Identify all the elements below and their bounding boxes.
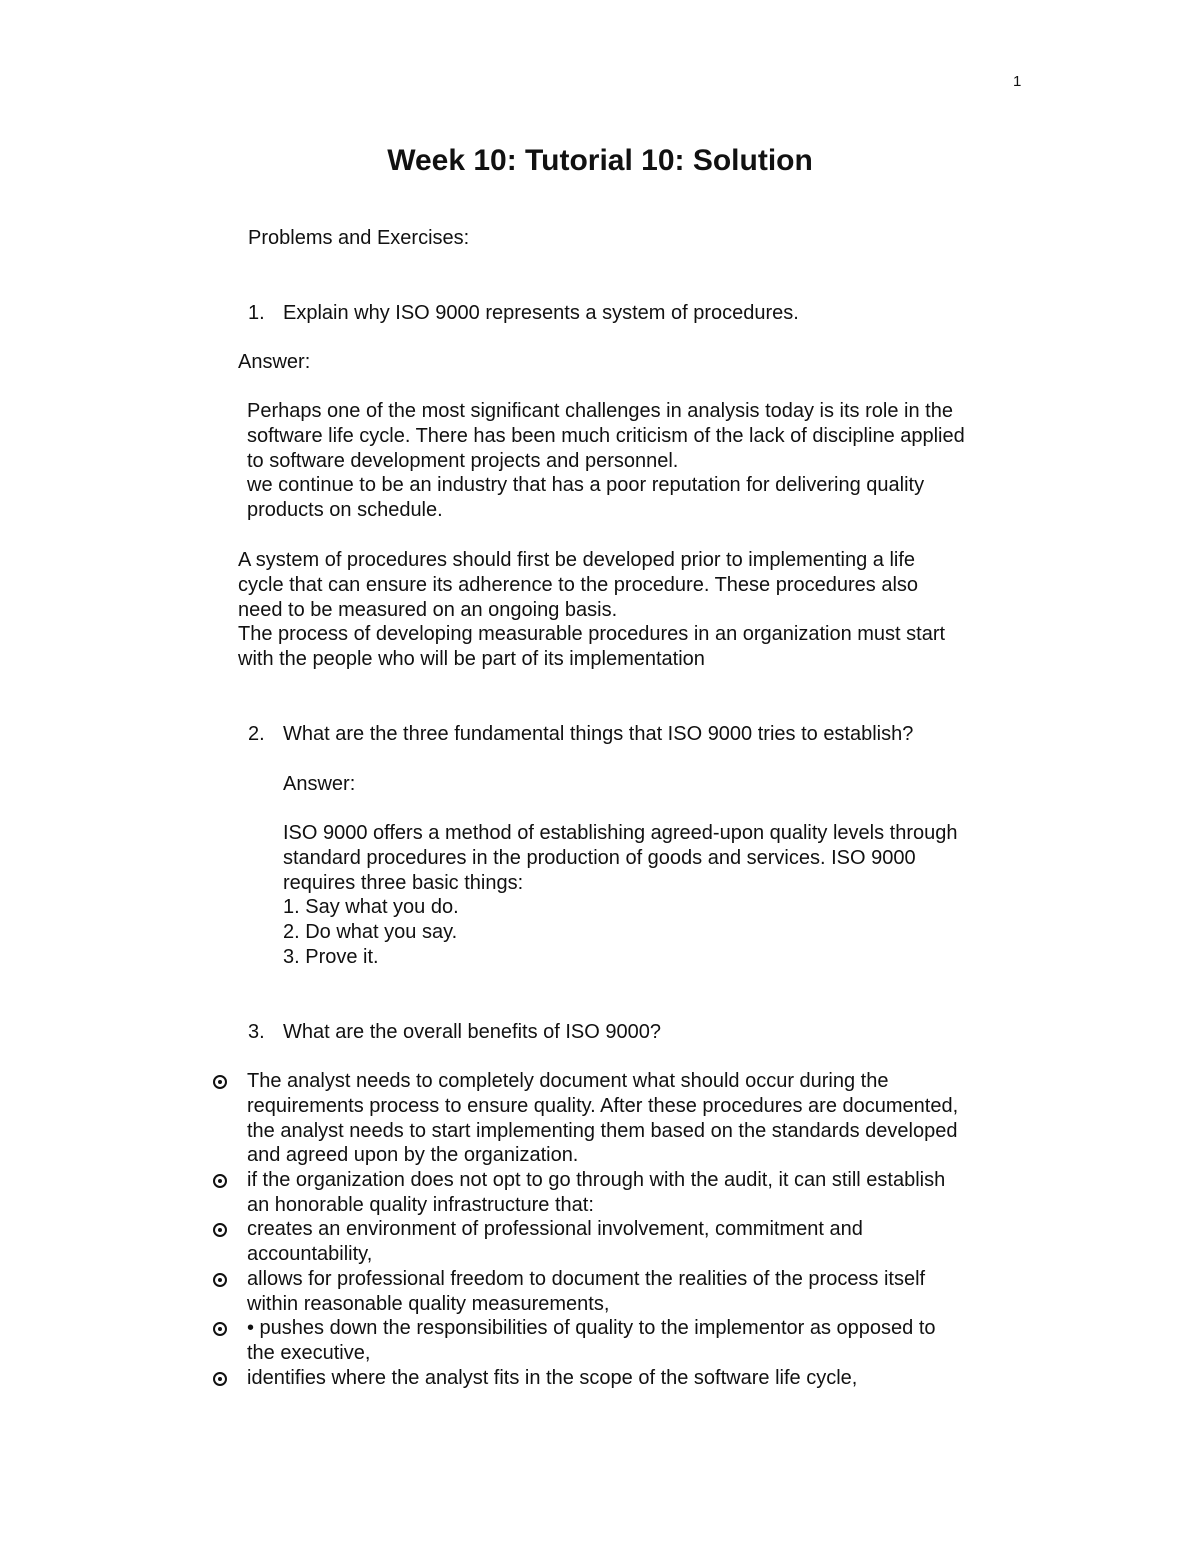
text-line: requires three basic things: <box>283 871 524 894</box>
text-line: requirements process to ensure quality. After these procedures are documented, <box>247 1094 959 1117</box>
text-line: with the people who will be part of its implementation <box>238 648 705 671</box>
text-line: the executive, <box>247 1341 371 1364</box>
text-line: within reasonable quality measurements, <box>247 1292 610 1315</box>
text-line: 2. Do what you say. <box>283 921 458 944</box>
benefit-bullet-3 <box>247 1217 863 1267</box>
text-line: • pushes down the responsibilities of quality to the implementor as opposed to <box>247 1317 936 1339</box>
question-3-number: 3. <box>248 1021 265 1043</box>
text-line: software life cycle. There has been much criticism of the lack of discipline applied <box>247 424 965 447</box>
circled-dot-bullet-icon <box>213 1174 227 1188</box>
text-line: the analyst needs to start implementing them based on the standards developed <box>247 1119 958 1142</box>
benefit-bullet-1 <box>247 1069 958 1168</box>
text-line: products on schedule. <box>247 499 443 522</box>
text-line: need to be measured on an ongoing basis. <box>238 598 618 621</box>
benefit-bullet-6 <box>247 1366 857 1391</box>
question-1-number: 1. <box>248 302 265 324</box>
question-2-answer-label: Answer: <box>283 773 356 795</box>
circled-dot-bullet-icon <box>213 1075 227 1089</box>
text-line: accountability, <box>247 1242 373 1265</box>
text-line: cycle that can ensure its adherence to the procedure. These procedures also <box>238 573 919 596</box>
question-1-answer-paragraph-1 <box>247 399 965 523</box>
text-line: ISO 9000 offers a method of establishing agreed-upon quality levels through <box>283 822 958 844</box>
text-line: we continue to be an industry that has a poor reputation for delivering quality <box>247 474 925 497</box>
text-line: creates an environment of professional involvement, commitment and <box>247 1218 863 1240</box>
question-3-text: What are the overall benefits of ISO 9000? <box>283 1021 661 1043</box>
question-1-answer-paragraph-2 <box>238 548 945 672</box>
benefit-bullet-4 <box>247 1267 925 1317</box>
text-line: The analyst needs to completely document what should occur during the <box>247 1070 889 1092</box>
text-line: 3. Prove it. <box>283 945 379 968</box>
circled-dot-bullet-icon <box>213 1372 227 1386</box>
text-line: standard procedures in the production of goods and services. ISO 9000 <box>283 846 916 869</box>
section-heading: Problems and Exercises: <box>248 227 470 249</box>
benefit-bullet-2 <box>247 1168 945 1218</box>
text-line: an honorable quality infrastructure that: <box>247 1193 594 1216</box>
benefit-bullet-5 <box>247 1316 936 1366</box>
page-title: Week 10: Tutorial 10: Solution <box>387 144 813 177</box>
question-1-answer-label: Answer: <box>238 351 311 373</box>
question-2-text: What are the three fundamental things that ISO 9000 tries to establish? <box>283 723 914 745</box>
text-line: Perhaps one of the most significant challenges in analysis today is its role in the <box>247 400 953 422</box>
question-1-text: Explain why ISO 9000 represents a system of procedures. <box>283 302 799 324</box>
text-line: and agreed upon by the organization. <box>247 1144 579 1167</box>
page-number: 1 <box>1013 73 1022 90</box>
circled-dot-bullet-icon <box>213 1273 227 1287</box>
circled-dot-bullet-icon <box>213 1223 227 1237</box>
text-line: if the organization does not opt to go through with the audit, it can still establish <box>247 1169 946 1191</box>
circled-dot-bullet-icon <box>213 1322 227 1336</box>
text-line: allows for professional freedom to document the realities of the process itself <box>247 1268 926 1290</box>
text-line: A system of procedures should first be developed prior to implementing a life <box>238 549 916 571</box>
text-line: The process of developing measurable procedures in an organization must start <box>238 623 946 646</box>
text-line: identifies where the analyst fits in the scope of the software life cycle, <box>247 1367 858 1389</box>
text-line: 1. Say what you do. <box>283 896 459 919</box>
question-2-number: 2. <box>248 723 265 745</box>
text-line: to software development projects and personnel. <box>247 449 679 472</box>
question-2-answer <box>283 821 958 970</box>
